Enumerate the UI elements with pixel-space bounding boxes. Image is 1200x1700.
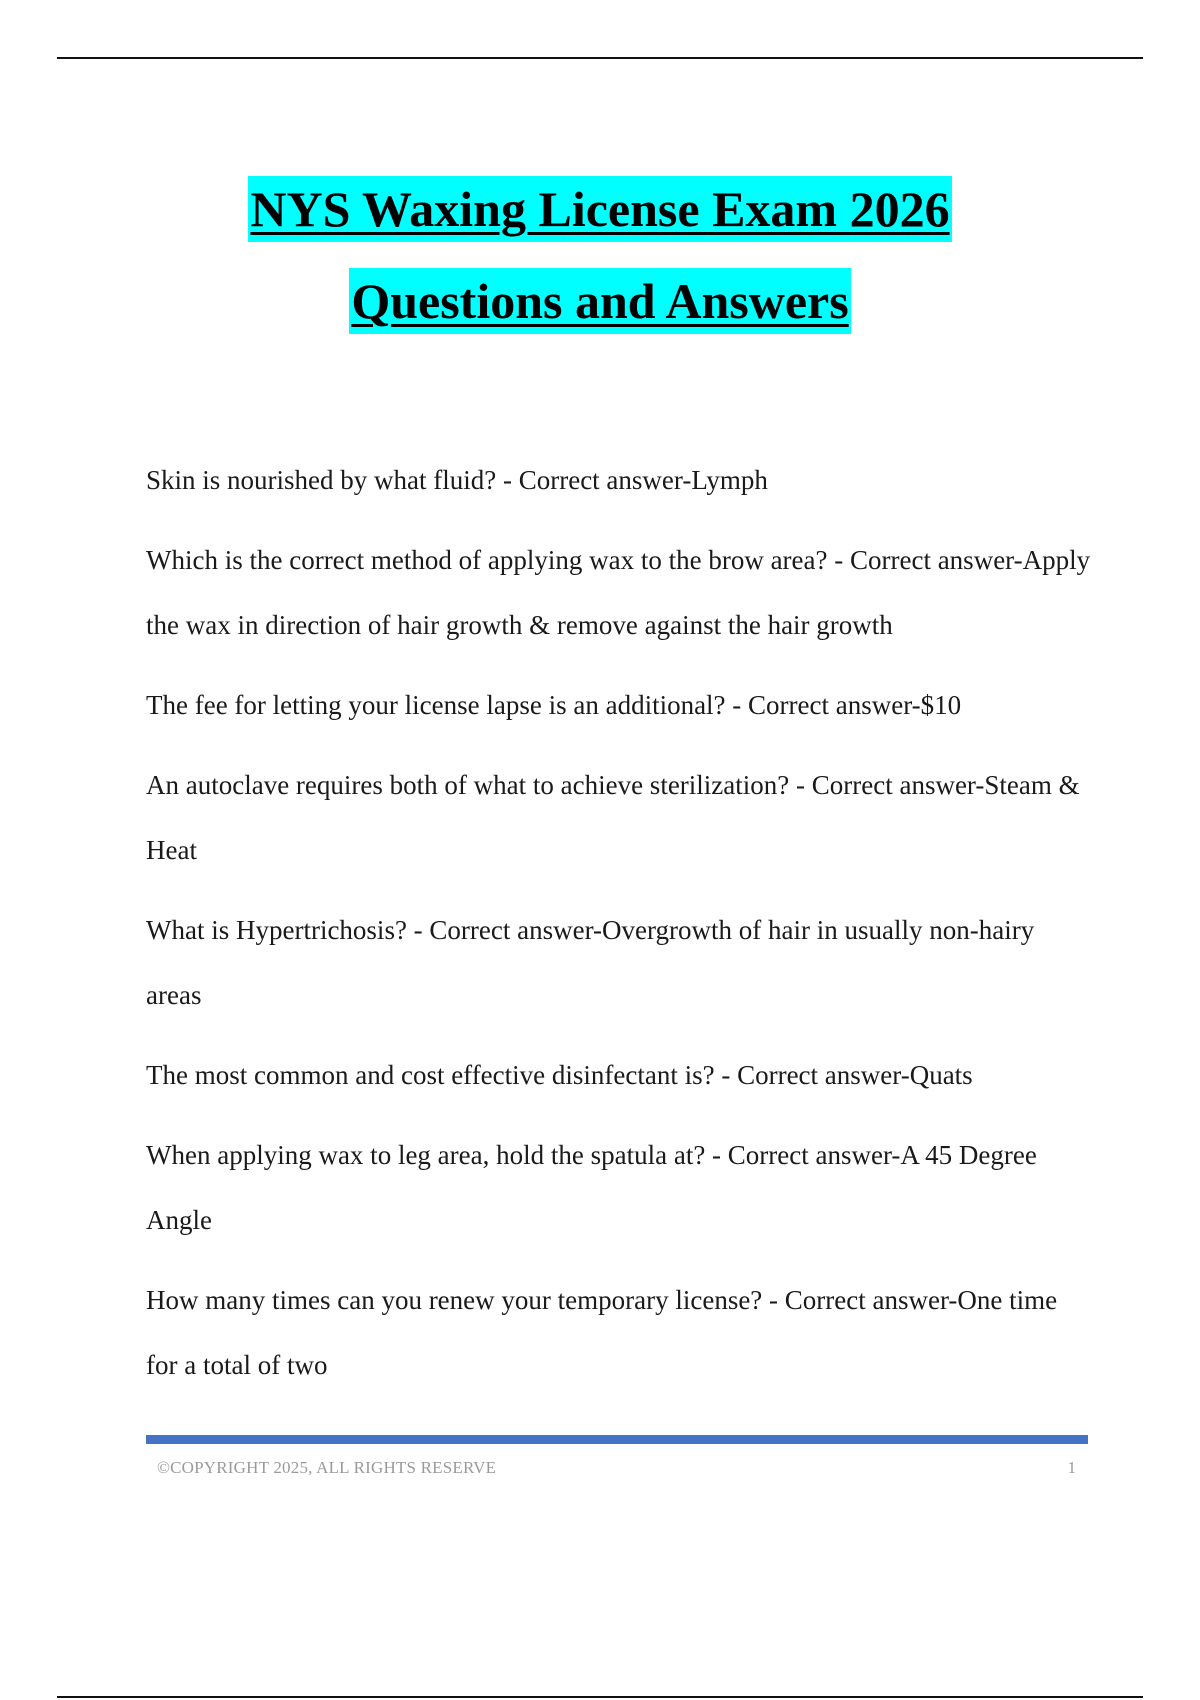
qa-item: The most common and cost effective disinfectant is? - Correct answer-Quats [146,1060,973,1090]
page-number: 1 [1067,1458,1076,1477]
document-title [0,176,1200,334]
header-rule [57,57,1143,59]
title-line-1: NYS Waxing License Exam 2026 [248,176,951,242]
qa-item: Skin is nourished by what fluid? - Correct answer-Lymph [146,465,768,495]
footer-bar [146,1435,1088,1444]
page-bottom-rule [57,1696,1143,1698]
footer-copyright: ©COPYRIGHT 2025, ALL RIGHTS RESERVE [157,1458,497,1477]
qa-list [146,448,1091,1413]
title-line-2: Questions and Answers [349,268,850,334]
qa-item: What is Hypertrichosis? - Correct answer-Overgrowth of hair in usually non-hairy areas [146,915,1035,1010]
qa-item: The fee for letting your license lapse is an additional? - Correct answer-$10 [146,690,962,720]
qa-item: When applying wax to leg area, hold the spatula at? - Correct answer-A 45 Degree Angle [146,1140,1037,1235]
qa-item: How many times can you renew your temporary license? - Correct answer-One time for a total of two [146,1285,1058,1380]
qa-item: Which is the correct method of applying wax to the brow area? - Correct answer-Apply the wax in direction of hair growth & remove against the hair growth [146,545,1091,640]
qa-item: An autoclave requires both of what to achieve sterilization? - Correct answer-Steam & Heat [146,770,1080,865]
